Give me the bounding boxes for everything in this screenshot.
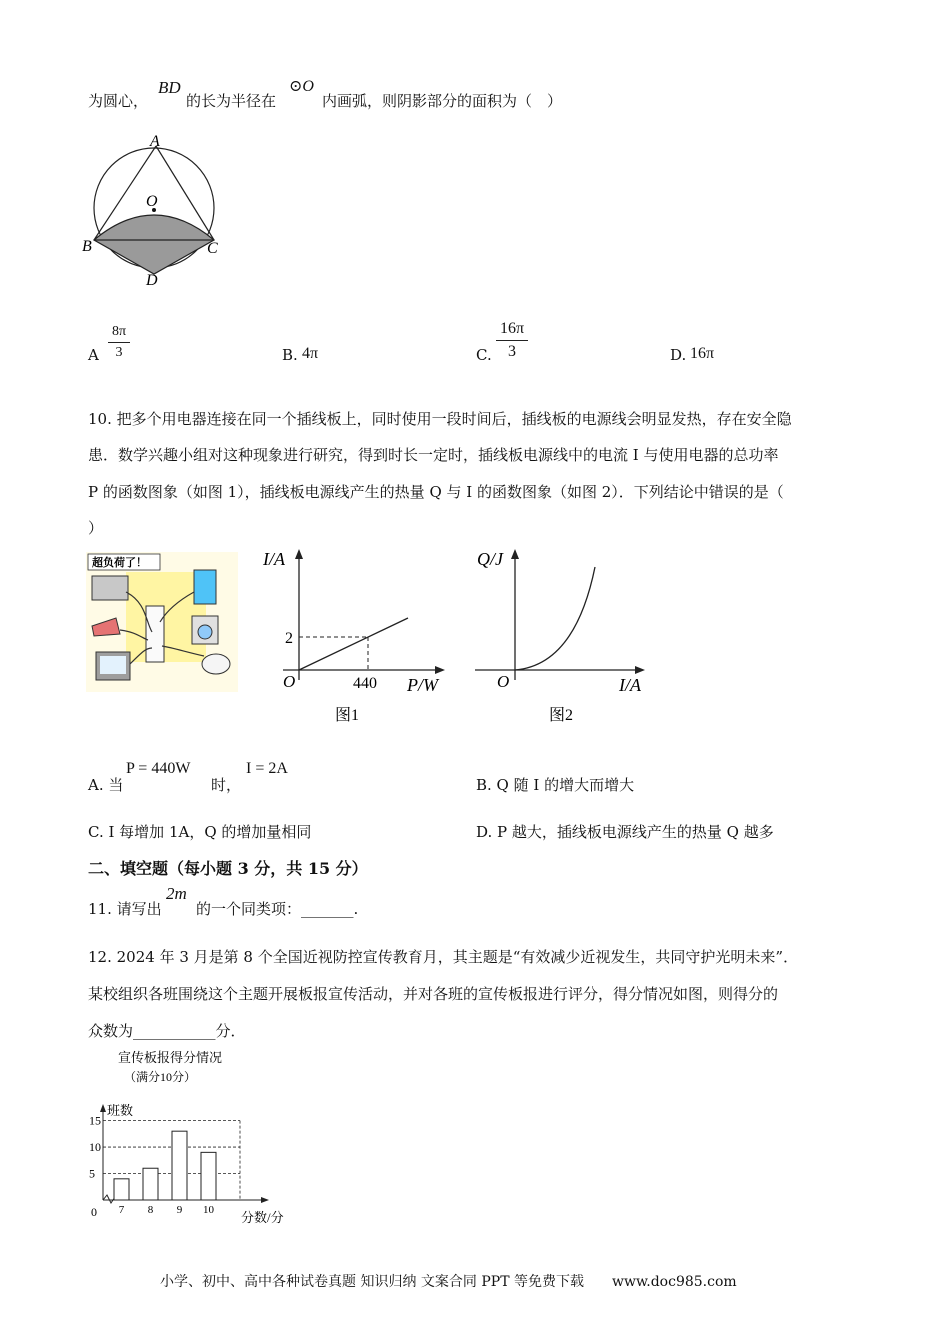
- fig1-origin: O: [283, 672, 296, 691]
- q9-option-a-label: A: [88, 346, 99, 364]
- q9-circle-o: ⊙O: [289, 78, 314, 95]
- label-a: A: [150, 133, 160, 150]
- y-tick-5: 5: [89, 1166, 95, 1181]
- x-axis-label: 分数/分: [241, 1210, 284, 1225]
- y-axis-arrow: [100, 1104, 106, 1112]
- q9-option-c-label: C.: [476, 346, 492, 364]
- q9-stem: [88, 90, 148, 111]
- chart-subtitle: （满分10分）: [124, 1070, 197, 1084]
- fig2-ylabel: Q/J: [477, 549, 503, 569]
- q9-stem-c: 内画弧，则阴影部分的面积为（ ）: [322, 92, 563, 110]
- iron-icon: [92, 618, 120, 636]
- q9-stem-a: 为圆心，: [88, 92, 149, 110]
- microwave-icon: [92, 576, 128, 600]
- q11-math: 2m: [166, 884, 187, 903]
- q9-option-d-value: 16π: [690, 345, 715, 362]
- q10-line4: ）: [88, 519, 104, 537]
- fig1-caption: 图1: [335, 707, 360, 724]
- fig1-ylabel: I/A: [263, 549, 285, 569]
- fig1-xlabel: P/W: [407, 675, 438, 695]
- q9-stem-b: 的长为半径在: [186, 92, 277, 110]
- x-tick-9: 9: [176, 1204, 183, 1216]
- origin-label: 0: [91, 1205, 97, 1219]
- fig2-curve: [515, 567, 595, 670]
- option-a-numerator: 8π: [111, 324, 127, 339]
- q10-option-c: C. I 每增加 1A，Q 的增加量相同: [88, 823, 312, 841]
- shaded-region: [94, 215, 214, 274]
- fig2-caption: 图2: [549, 707, 574, 724]
- q10-option-a-math1: P = 440W: [126, 760, 191, 777]
- caption-text: 超负荷了！: [92, 557, 147, 569]
- label-o: O: [146, 193, 158, 210]
- q9-circle-figure: [80, 130, 240, 290]
- axis-break: [103, 1195, 115, 1203]
- bar-9: [172, 1131, 187, 1200]
- fig2-xlabel: I/A: [619, 675, 641, 695]
- rice-cooker-icon: [202, 654, 230, 674]
- overload-illustration: [86, 552, 238, 692]
- option-c-numerator: 16π: [499, 320, 525, 337]
- chart-title: 宣传板报得分情况: [118, 1050, 223, 1065]
- q9-option-c-fraction: [496, 320, 528, 361]
- bar-8: [143, 1168, 158, 1200]
- y-tick-15: 15: [89, 1113, 101, 1128]
- label-c: C: [207, 240, 218, 257]
- label-d: D: [146, 272, 158, 289]
- q10-option-d: D. P 越大，插线板电源线产生的热量 Q 越多: [476, 823, 774, 841]
- q10-line2: 患．数学兴趣小组对这种现象进行研究，得到时长一定时，插线板电源线中的电流 I 与使用电器的总功率: [88, 446, 779, 464]
- fig1-x-arrow: [435, 666, 445, 674]
- q10-option-a-math2: I = 2A: [246, 760, 288, 777]
- x-tick-10: 10: [203, 1204, 214, 1216]
- section-heading: 二、填空题（每小题 3 分，共 15 分）: [88, 859, 368, 878]
- footer-text: 小学、初中、高中各种试卷真题 知识归纳 文案合同 PPT 等免费下载 www.doc985.com: [160, 1274, 737, 1290]
- q9-option-d-label: D.: [670, 346, 687, 364]
- bar-7: [114, 1179, 129, 1200]
- fig2-x-arrow: [635, 666, 645, 674]
- option-a-denominator: 3: [115, 345, 123, 360]
- option-c-denominator: 3: [508, 343, 516, 360]
- y-axis-label: 班数: [107, 1103, 134, 1118]
- label-b: B: [82, 238, 92, 255]
- fig2-graph: [465, 545, 665, 725]
- q12-line2: 某校组织各班围绕这个主题开展板报宣传活动，并对各班的宣传板报进行评分，得分情况如图，则得分的: [88, 985, 779, 1003]
- x-tick-7: 7: [118, 1204, 125, 1216]
- q9-option-b-value: 4π: [302, 345, 319, 362]
- fridge-icon: [194, 570, 216, 604]
- x-axis-arrow: [261, 1197, 269, 1203]
- fig1-graph: [255, 545, 455, 725]
- score-bar-chart: [80, 1045, 320, 1230]
- q9-option-b-label: B.: [282, 346, 298, 364]
- fig2-y-arrow: [511, 549, 519, 559]
- power-strip-icon: [146, 606, 164, 662]
- q11-post: 的一个同类项：_______.: [196, 900, 359, 918]
- fig1-y-arrow: [295, 549, 303, 559]
- fig2-origin: O: [497, 672, 510, 691]
- q11-pre: 11. 请写出: [88, 900, 162, 918]
- q12-line1: 12. 2024 年 3 月是第 8 个全国近视防控宣传教育月，其主题是“有效减少近视发生，共同守护光明未来”．: [88, 948, 799, 966]
- q9-segment-bd: BD: [158, 78, 181, 97]
- q9-option-a-fraction: [108, 324, 130, 361]
- washer-door-icon: [198, 625, 212, 639]
- tv-screen-icon: [100, 656, 126, 674]
- fig1-line: [299, 618, 408, 670]
- q10-option-a-mid: 时，: [211, 776, 242, 794]
- q10-option-b: B. Q 随 I 的增大而增大: [476, 776, 635, 794]
- fig1-ytick: 2: [285, 630, 293, 647]
- q12-line3: 众数为___________分．: [88, 1022, 246, 1040]
- q10-line3: P 的函数图象（如图 1），插线板电源线产生的热量 Q 与 I 的函数图象（如图 2）．下列结论中错误的是（: [88, 483, 784, 501]
- fig1-xtick: 440: [353, 675, 377, 692]
- q10-line1: 10. 把多个用电器连接在同一个插线板上，同时使用一段时间后，插线板的电源线会明显发热，存在安全隐: [88, 410, 792, 428]
- y-tick-10: 10: [89, 1140, 101, 1155]
- bar-10: [201, 1152, 216, 1200]
- q10-option-a-pre: A. 当: [88, 776, 124, 794]
- x-tick-8: 8: [147, 1204, 154, 1216]
